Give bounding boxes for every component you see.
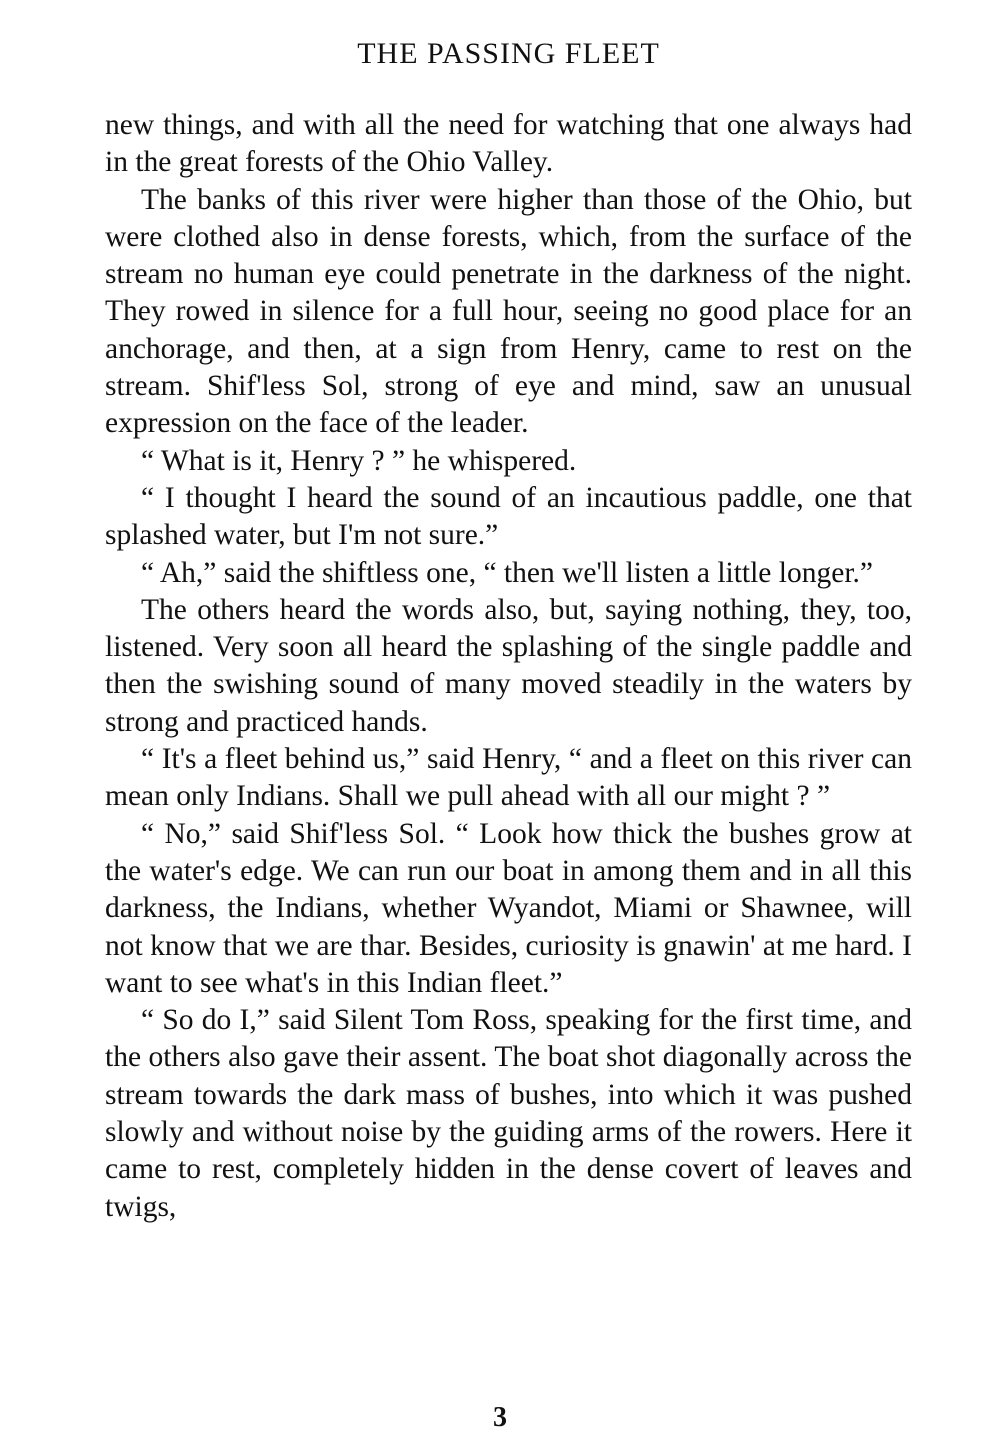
paragraph: “ No,” said Shif'less Sol. “ Look how thick the bushes grow at the water's edge. We can run our boat in among them and in all this darkness, the Indians, whether Wyandot, Miami or Shawnee, will not know that we are thar. Besides, curiosity is gnawin' at me hard. I want to see what's in this Indian fleet.” <box>105 817 912 999</box>
paragraph: “ I thought I heard the sound of an incautious paddle, one that splashed water, but I'm not sure.” <box>105 481 912 552</box>
paragraph: “ So do I,” said Silent Tom Ross, speaking for the first time, and the others also gave their assent. The boat shot diagonally across the stream towards the dark mass of bushes, into which it was pushed slowly and without noise by the guiding arms of the rowers. Here it came to rest, completely hidden in the dense covert of leaves and twigs, <box>105 1004 912 1223</box>
paragraph: “ What is it, Henry ? ” he whispered. <box>141 444 577 477</box>
body-text <box>105 107 912 1226</box>
paragraph-continued: new things, and with all the need for watching that one always had in the great forests of the Ohio Valley. <box>105 109 912 179</box>
paragraph: “ It's a fleet behind us,” said Henry, “ and a fleet on this river can mean only Indians. Shall we pull ahead with all our might ? ” <box>105 743 912 813</box>
running-head: THE PASSING FLEET <box>357 37 660 70</box>
page-number: 3 <box>493 1402 507 1433</box>
paragraph: The banks of this river were higher than those of the Ohio, but were clothed also in dense forests, which, from the surface of the stream no human eye could penetrate in the darkness of the night. They rowed in silence for a full hour, seeing no good place for an anchorage, and then, at a sign from Henry, came to rest on the stream. Shif'less Sol, strong of eye and mind, saw an unusual expression on the face of the leader. <box>105 183 912 440</box>
paragraph: The others heard the words also, but, saying nothing, they, too, listened. Very soon all heard the splashing of the single paddle and then the swishing sound of many moved steadily in the waters by strong and practiced hands. <box>105 593 912 738</box>
paragraph: “ Ah,” said the shiftless one, “ then we'll listen a little longer.” <box>141 556 873 589</box>
